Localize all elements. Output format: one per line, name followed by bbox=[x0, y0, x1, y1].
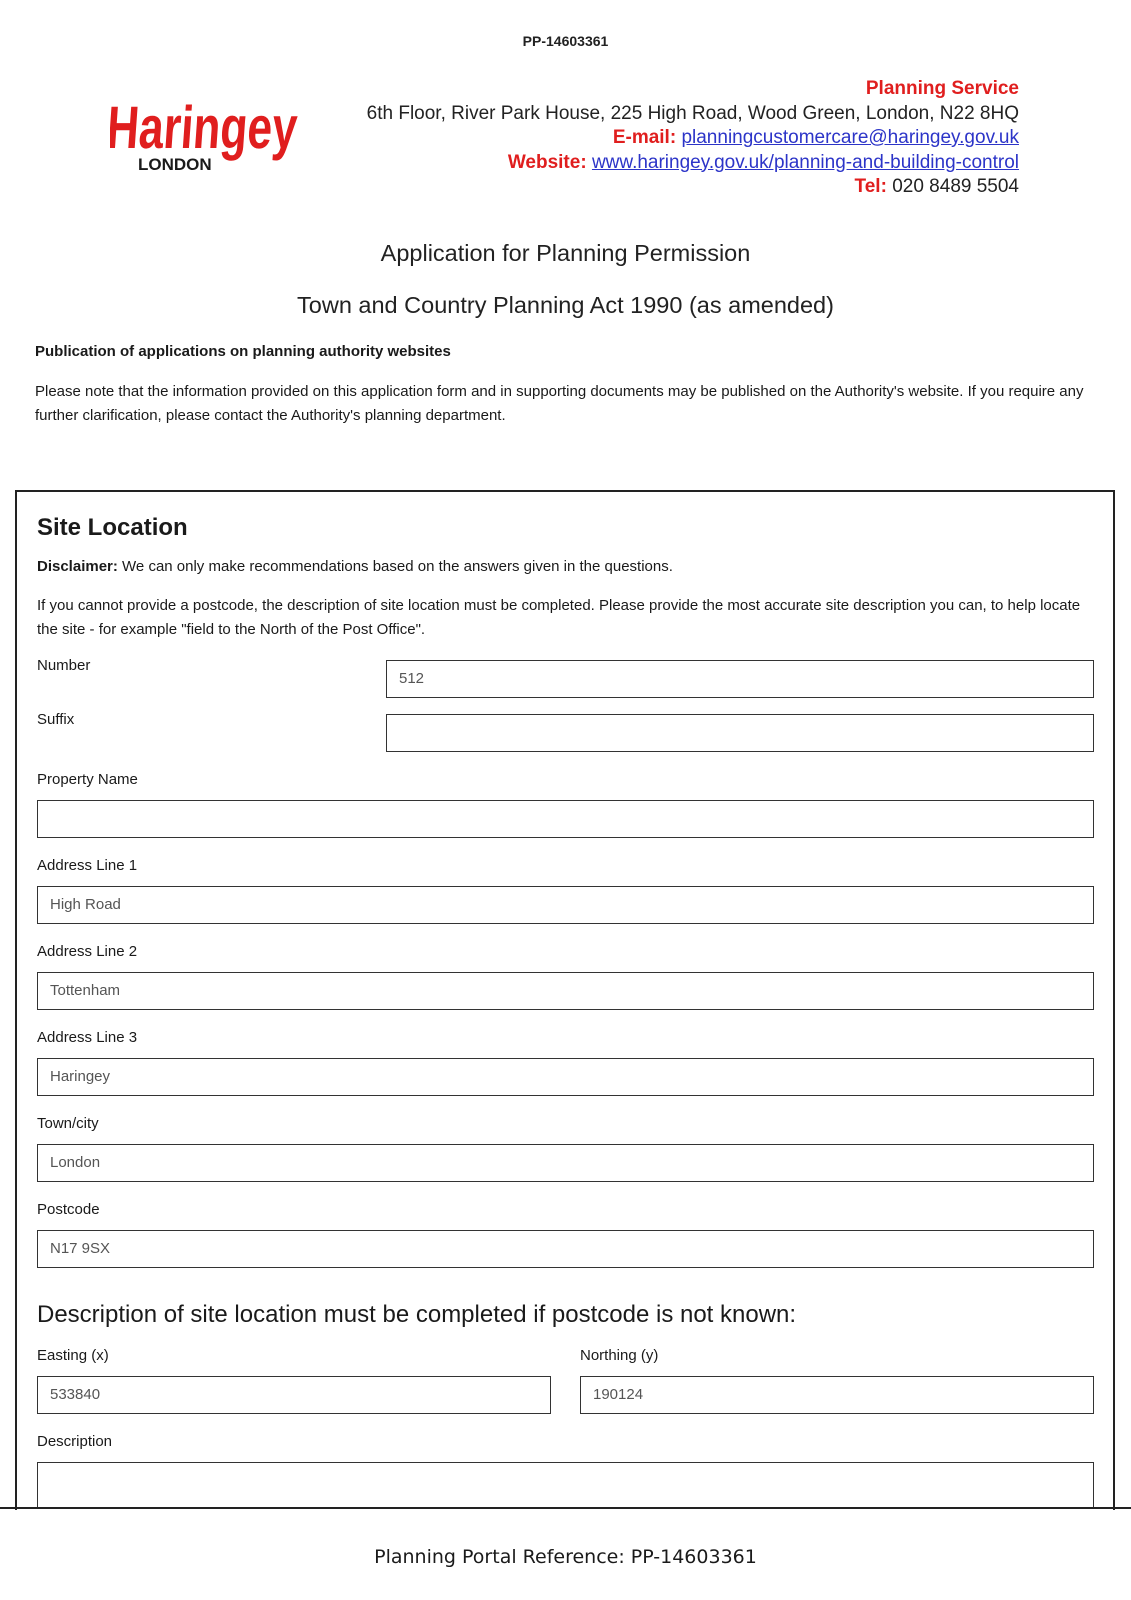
address-line-1-field[interactable]: High Road bbox=[37, 886, 1094, 924]
postcode-field[interactable]: N17 9SX bbox=[37, 1230, 1094, 1268]
number-field[interactable]: 512 bbox=[386, 660, 1094, 698]
description-heading: Description of site location must be completed if postcode is not known: bbox=[37, 1301, 797, 1328]
website-link[interactable]: www.haringey.gov.uk/planning-and-building-control bbox=[591, 151, 1019, 173]
footer-reference: Planning Portal Reference: PP-14603361 bbox=[374, 1546, 757, 1568]
number-label: Number bbox=[37, 657, 91, 674]
description-field[interactable] bbox=[37, 1462, 1094, 1508]
footer-divider bbox=[0, 1507, 1131, 1509]
easting-field[interactable]: 533840 bbox=[37, 1376, 551, 1414]
act-title: Town and Country Planning Act 1990 (as amended) bbox=[297, 292, 834, 318]
email-link[interactable]: planningcustomercare@haringey.gov.uk bbox=[681, 127, 1019, 148]
logo-wordmark: Haringey bbox=[110, 94, 310, 161]
description-label: Description bbox=[37, 1433, 113, 1450]
town-city-field[interactable]: London bbox=[37, 1144, 1094, 1182]
service-address: 6th Floor, River Park House, 225 High Road, Wood Green, London, N22 8HQ bbox=[366, 102, 1019, 124]
suffix-field[interactable] bbox=[386, 714, 1094, 752]
address-line-3-label: Address Line 3 bbox=[37, 1029, 138, 1046]
disclaimer bbox=[37, 558, 673, 575]
website-label: Website: bbox=[507, 151, 587, 173]
email-label: E-mail: bbox=[612, 127, 677, 148]
town-city-label: Town/city bbox=[37, 1115, 99, 1132]
haringey-logo bbox=[110, 86, 310, 178]
contact-block bbox=[367, 77, 1019, 200]
northing-field[interactable]: 190124 bbox=[580, 1376, 1094, 1414]
easting-label: Easting (x) bbox=[37, 1347, 109, 1364]
disclaimer-label: Disclaimer: bbox=[37, 558, 118, 575]
address-line-2-field[interactable]: Tottenham bbox=[37, 972, 1094, 1010]
service-name: Planning Service bbox=[865, 78, 1019, 99]
page-title: Application for Planning Permission bbox=[380, 240, 751, 266]
tel-number: 020 8489 5504 bbox=[892, 176, 1019, 197]
property-name-field[interactable] bbox=[37, 800, 1094, 838]
property-name-label: Property Name bbox=[37, 771, 138, 788]
postcode-label: Postcode bbox=[37, 1201, 100, 1218]
site-location-title: Site Location bbox=[37, 514, 188, 541]
document-reference: PP-14603361 bbox=[522, 33, 609, 49]
publication-text: Please note that the information provided on this application form and in supporting documents may be published on the Authority's website. If you require any further clarification, please contact the Authority's planning department. bbox=[35, 383, 1084, 424]
address-line-3-field[interactable]: Haringey bbox=[37, 1058, 1094, 1096]
tel-label: Tel: bbox=[854, 176, 887, 197]
suffix-label: Suffix bbox=[37, 711, 75, 728]
address-line-2-label: Address Line 2 bbox=[37, 943, 138, 960]
logo-subtitle: LONDON bbox=[138, 155, 212, 174]
northing-label: Northing (y) bbox=[580, 1347, 659, 1364]
address-line-1-label: Address Line 1 bbox=[37, 857, 138, 874]
postcode-note: If you cannot provide a postcode, the description of site location must be completed. Please provide the most accurate site description you can, to help locate the site - for example "field to the North of the Post Office". bbox=[37, 597, 1081, 638]
disclaimer-text: We can only make recommendations based on the answers given in the questions. bbox=[117, 558, 673, 575]
publication-heading: Publication of applications on planning authority websites bbox=[35, 343, 451, 360]
